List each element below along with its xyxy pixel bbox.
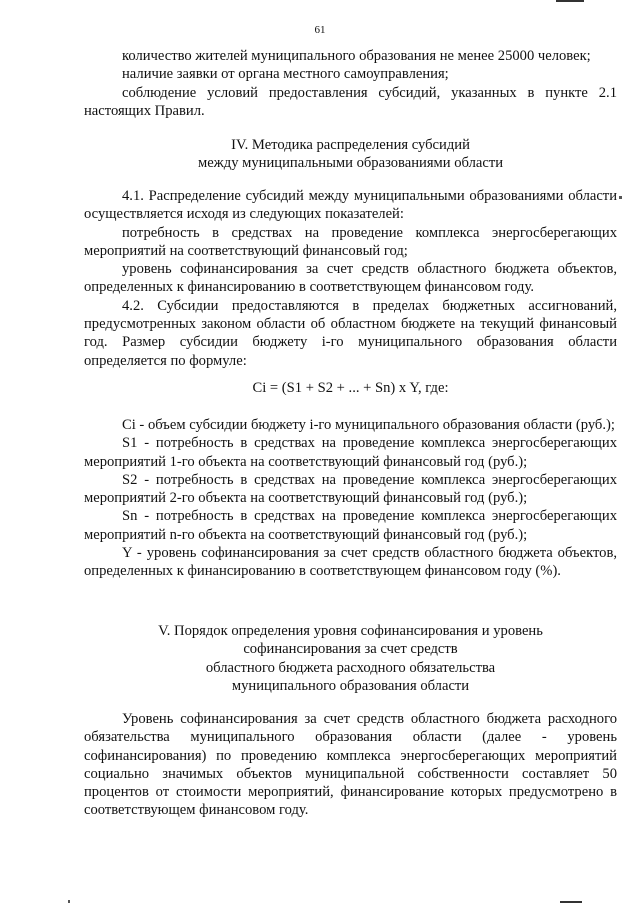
section-4-paragraph: 4.2. Субсидии предоставляются в пределах бюджетных ассигнований, предусмотренных законом области об областном бюджете на текущий финансовый год. Размер субсидии бюджету i-го муниципального образования области определяется по формуле: (84, 297, 617, 369)
section-5-body (84, 710, 617, 820)
definition-item: Sn - потребность в средствах на проведение комплекса энергосберегающих мероприятий n-го объекта на соответствующий финансовый год (руб.); (84, 508, 617, 543)
section-4-title-line: между муниципальными образованиями области (197, 155, 504, 172)
section-4-paragraph: 4.1. Распределение субсидий между муниципальными образованиями области осуществляется исходя из следующих показателей: (84, 188, 617, 223)
definition-item: S1 - потребность в средствах на проведение комплекса энергосберегающих мероприятий 1-го объекта на соответствующий финансовый год (руб.); (84, 435, 617, 470)
intro-item: количество жителей муниципального образования не менее 25000 человек; (122, 48, 591, 64)
section-4-body (84, 187, 617, 370)
section-5-title (84, 622, 617, 695)
definition-item: Ci - объем субсидии бюджету i-го муниципального образования области (руб.); (122, 417, 615, 433)
intro-item: соблюдение условий предоставления субсидий, указанных в пункте 2.1 настоящих Правил. (84, 84, 617, 119)
section-5-paragraph: Уровень софинансирования за счет средств областного бюджета расходного обязательства муниципального образования области (далее - уровень софинансирования) по проведению комплекса энергосберегающих мероприятий социально значимых объектов муниципальной собственности составляет 50 процентов от стоимости мероприятий, финансирование которых предусмотрено в соответствующем финансовом году. (84, 711, 617, 819)
section-4-paragraph: потребность в средствах на проведение комплекса энергосберегающих мероприятий на соответствующий финансовый год; (84, 224, 617, 259)
formula-block (84, 379, 617, 397)
definition-item: Y - уровень софинансирования за счет средств областного бюджета объектов, определенных к финансированию в соответствующем финансовом году (%). (84, 545, 617, 580)
scan-mark-right (619, 196, 622, 199)
scan-mark-bottom (560, 901, 582, 903)
page-number: 61 (314, 24, 326, 36)
section-5-title-line: V. Порядок определения уровня софинансирования и уровень (158, 623, 543, 639)
section-4-title (84, 136, 617, 173)
intro-block (84, 47, 617, 120)
intro-item: наличие заявки от органа местного самоуправления; (122, 66, 449, 83)
section-5-title-line: областного бюджета расходного обязательства (205, 659, 496, 676)
section-4-paragraph: уровень софинансирования за счет средств областного бюджета объектов, определенных к финансированию в соответствующем финансовом году. (84, 261, 617, 296)
section-5-title-line: муниципального образования области (231, 677, 470, 694)
formula: Ci = (S1 + S2 + ... + Sn) x Y, где: (252, 380, 449, 396)
section-5-title-line: софинансирования за счет средств (243, 641, 458, 658)
definition-item: S2 - потребность в средствах на проведение комплекса энергосберегающих мероприятий 2-го объекта на соответствующий финансовый год (руб.); (84, 471, 617, 507)
section-4-title-line: IV. Методика распределения субсидий (231, 137, 470, 153)
scan-mark-top (556, 0, 584, 2)
definitions-block (84, 416, 617, 581)
scan-mark-left (68, 900, 70, 903)
